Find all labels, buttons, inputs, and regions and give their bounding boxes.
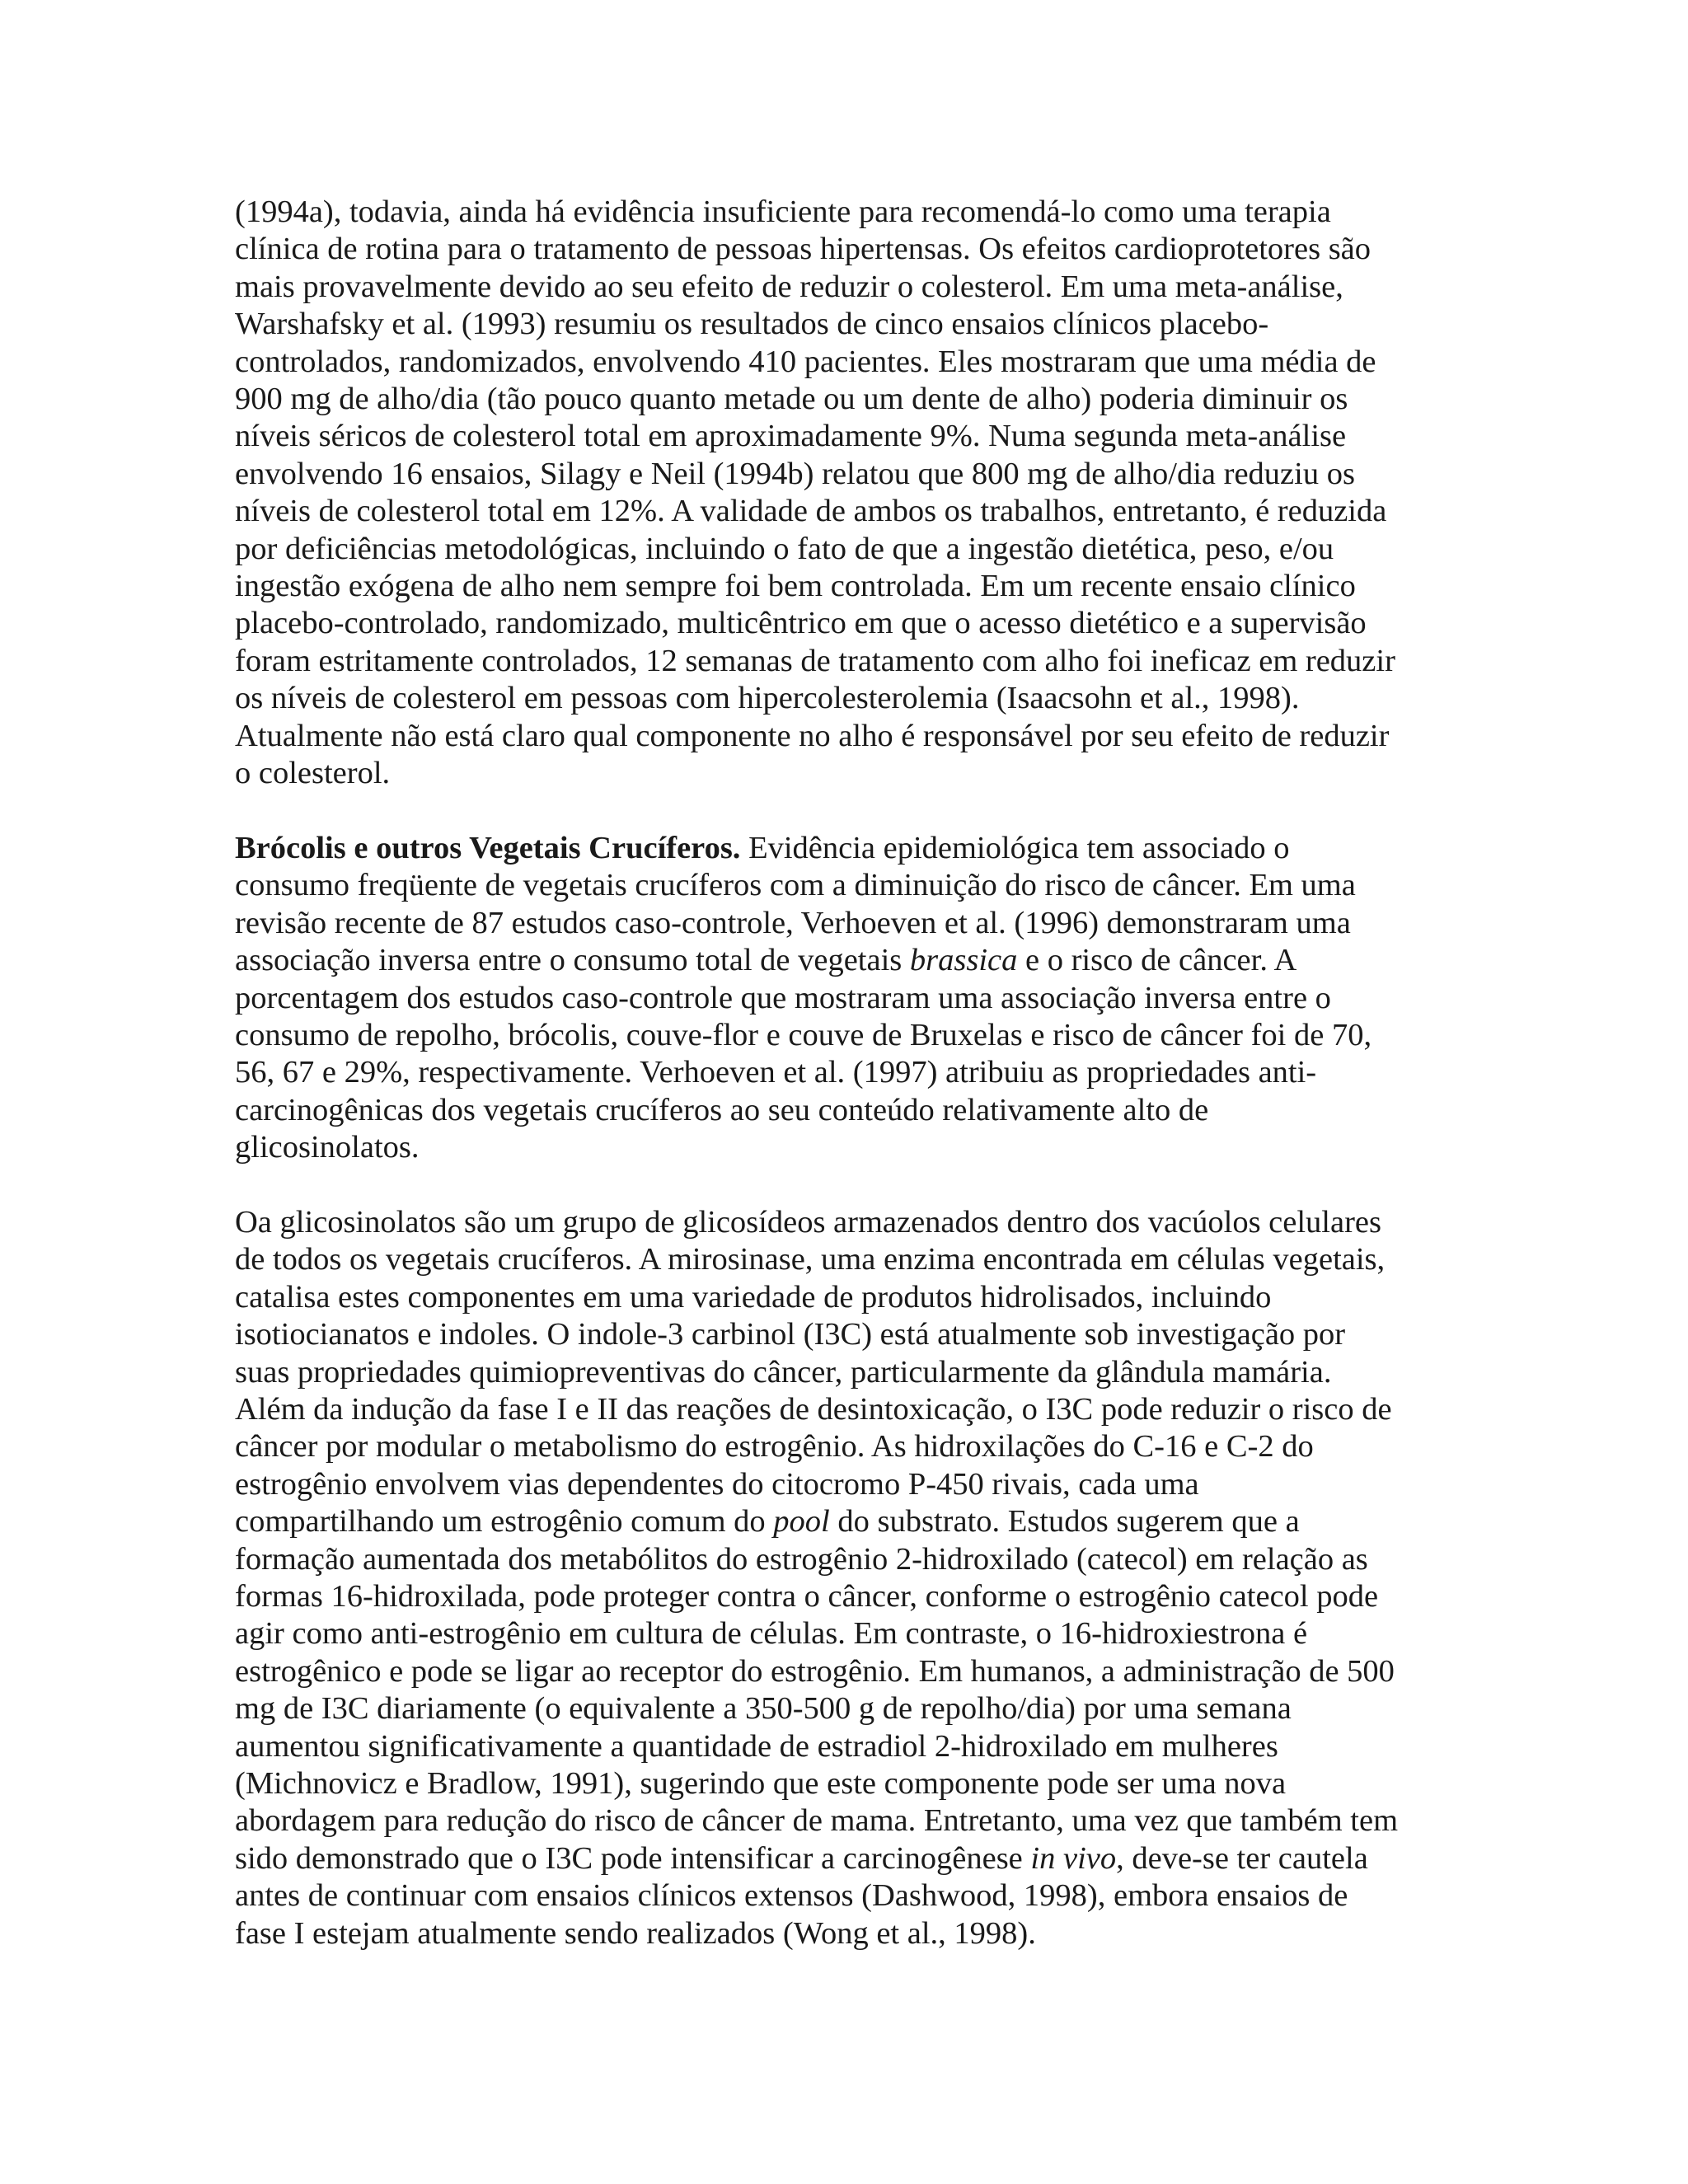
text-line: controlados, randomizados, envolvendo 410 pacientes. Eles mostraram que uma média de [235, 344, 1376, 379]
text-line [235, 830, 1455, 867]
text-run: Evidência epidemiológica tem associado o [740, 830, 1290, 865]
text-line: ingestão exógena de alho nem sempre foi bem controlada. Em um recente ensaio clínico [235, 569, 1356, 604]
text-line: revisão recente de 87 estudos caso-controle, Verhoeven et al. (1996) demonstraram uma [235, 905, 1351, 940]
paragraph-cruciferous-vegetables [235, 830, 1455, 1167]
text-line: Warshafsky et al. (1993) resumiu os resultados de cinco ensaios clínicos placebo- [235, 307, 1269, 342]
text-line: câncer por modular o metabolismo do estrogênio. As hidroxilações do C-16 e C-2 do [235, 1429, 1314, 1465]
text-line: Atualmente não está claro qual componente no alho é responsável por seu efeito de reduzir [235, 718, 1390, 753]
text-line: glicosinolatos. [235, 1130, 420, 1165]
italic-term: in vivo [1030, 1840, 1117, 1876]
text-line: 900 mg de alho/dia (tão pouco quanto metade ou um dente de alho) poderia diminuir os [235, 382, 1348, 417]
text-line: mais provavelmente devido ao seu efeito de reduzir o colesterol. Em uma meta-análise, [235, 269, 1343, 304]
section-heading: Brócolis e outros Vegetais Crucíferos. [235, 830, 741, 865]
text-line: estrogênico e pode se ligar ao receptor do estrogênio. Em humanos, a administração de 500 [235, 1653, 1395, 1689]
text-line: mg de I3C diariamente (o equivalente a 350-500 g de repolho/dia) por uma semana [235, 1691, 1292, 1727]
text-line: foram estritamente controlados, 12 semanas de tratamento com alho foi ineficaz em reduzir [235, 643, 1395, 678]
text-line: catalisa estes componentes em uma variedade de produtos hidrolisados, incluindo [235, 1279, 1272, 1315]
text-line: consumo de repolho, brócolis, couve-flor e couve de Bruxelas e risco de câncer foi de 70, [235, 1017, 1372, 1052]
paragraph-garlic-cholesterol [235, 194, 1455, 793]
text-line: placebo-controlado, randomizado, multicêntrico em que o acesso dietético e a supervisão [235, 606, 1367, 641]
text-line: abordagem para redução do risco de câncer de mama. Entretanto, uma vez que também tem [235, 1803, 1399, 1839]
text-line: Oa glicosinolatos são um grupo de glicosídeos armazenados dentro dos vacúolos celulares [235, 1204, 1381, 1240]
text-line: isotiocianatos e indoles. O indole-3 carbinol (I3C) está atualmente sob investigação por [235, 1317, 1346, 1352]
text-line: consumo freqüente de vegetais crucíferos com a diminuição do risco de câncer. Em uma [235, 868, 1356, 903]
text-run: , deve-se ter cautela [1116, 1840, 1368, 1876]
text-line: formação aumentada dos metabólitos do estrogênio 2-hidroxilado (catecol) em relação as [235, 1541, 1368, 1577]
text-line: suas propriedades quimiopreventivas do câncer, particularmente da glândula mamária. [235, 1354, 1332, 1390]
text-line: porcentagem dos estudos caso-controle que mostraram uma associação inversa entre o [235, 980, 1331, 1015]
text-line [235, 1503, 1455, 1540]
text-run: associação inversa entre o consumo total de vegetais [235, 943, 910, 978]
text-line: o colesterol. [235, 756, 391, 791]
text-line: clínica de rotina para o tratamento de pessoas hipertensas. Os efeitos cardioprotetores são [235, 232, 1372, 267]
text-line: os níveis de colesterol em pessoas com hipercolesterolemia (Isaacsohn et al., 1998). [235, 681, 1300, 716]
text-line: envolvendo 16 ensaios, Silagy e Neil (1994b) relatou que 800 mg de alho/dia reduziu os [235, 456, 1355, 491]
text-line: formas 16-hidroxilada, pode proteger contra o câncer, conforme o estrogênio catecol pode [235, 1579, 1379, 1614]
text-line: carcinogênicas dos vegetais crucíferos ao seu conteúdo relativamente alto de [235, 1092, 1209, 1127]
text-line: aumentou significativamente a quantidade de estradiol 2-hidroxilado em mulheres [235, 1728, 1278, 1764]
text-line [235, 942, 1455, 979]
text-line: fase I estejam atualmente sendo realizados (Wong et al., 1998). [235, 1915, 1036, 1951]
text-run: sido demonstrado que o I3C pode intensificar a carcinogênese [235, 1840, 1031, 1876]
text-line [235, 1840, 1455, 1877]
paragraph-spacer [235, 793, 1455, 830]
italic-term: pool [773, 1504, 830, 1540]
text-line: níveis de colesterol total em 12%. A validade de ambos os trabalhos, entretanto, é reduzida [235, 494, 1387, 529]
text-line: estrogênio envolvem vias dependentes do citocromo P-450 rivais, cada uma [235, 1466, 1199, 1502]
italic-term: brassica [909, 943, 1018, 978]
text-run: compartilhando um estrogênio comum do [235, 1504, 774, 1540]
paragraph-glucosinolates [235, 1204, 1455, 1952]
paragraph-spacer [235, 1167, 1455, 1204]
text-line: (1994a), todavia, ainda há evidência insuficiente para recomendá-lo como uma terapia [235, 194, 1331, 229]
text-line: níveis séricos de colesterol total em aproximadamente 9%. Numa segunda meta-análise [235, 419, 1347, 454]
text-line: Além da indução da fase I e II das reações de desintoxicação, o I3C pode reduzir o risco de [235, 1391, 1392, 1427]
text-run: do substrato. Estudos sugerem que a [829, 1504, 1300, 1540]
text-line: 56, 67 e 29%, respectivamente. Verhoeven et al. (1997) atribuiu as propriedades anti- [235, 1055, 1317, 1090]
text-line: agir como anti-estrogênio em cultura de células. Em contraste, o 16-hidroxiestrona é [235, 1616, 1308, 1652]
document-page [235, 194, 1455, 1952]
text-line: (Michnovicz e Bradlow, 1991), sugerindo que este componente pode ser uma nova [235, 1766, 1287, 1802]
text-line: antes de continuar com ensaios clínicos extensos (Dashwood, 1998), embora ensaios de [235, 1878, 1348, 1914]
text-run: e o risco de câncer. A [1017, 943, 1297, 978]
text-line: por deficiências metodológicas, incluindo o fato de que a ingestão dietética, peso, e/ou [235, 531, 1334, 566]
text-line: de todos os vegetais crucíferos. A mirosinase, uma enzima encontrada em células vegetais, [235, 1242, 1386, 1277]
